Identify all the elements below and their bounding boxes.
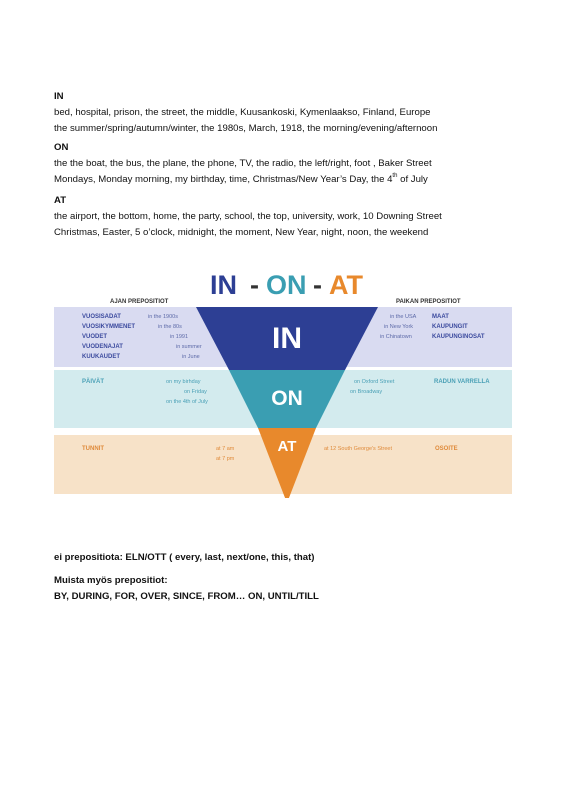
title-in: IN [210, 270, 237, 300]
on-line-2-text: Mondays, Monday morning, my birthday, time, Christmas/New Year’s Day, the 4 [54, 174, 393, 185]
title-dash-2: - [313, 270, 322, 300]
note-no-preposition: ei prepositiota: ELN/OTT ( every, last, next/one, this, that) [54, 552, 315, 563]
in-line-2: the summer/spring/autumn/winter, the 1980s, March, 1918, the morning/evening/afternoon [54, 123, 438, 134]
on-right-example: on Oxford Street [354, 379, 395, 385]
at-right-example: at 12 South George's Street [324, 446, 393, 452]
at-left-example: at 7 am [216, 446, 235, 452]
ordinal-suffix: th [392, 173, 398, 179]
on-left-example: on the 4th of July [166, 399, 208, 405]
title-at: AT [329, 270, 363, 300]
in-left-label: VUOSISADAT [82, 314, 121, 320]
at-left-label: TUNNIT [82, 446, 104, 452]
in-right-label: KAUPUNGINOSAT [432, 334, 485, 340]
in-left-example: in the 1900s [148, 314, 178, 320]
in-on-at-infographic [54, 266, 512, 498]
on-left-label: PÄIVÄT [82, 379, 105, 385]
triangle-label-at: AT [277, 438, 297, 455]
in-left-label: VUODET [82, 334, 108, 340]
note-preposition-list: BY, DURING, FOR, OVER, SINCE, FROM… ON, UNTIL/TILL [54, 591, 319, 602]
in-left-example: in summer [176, 344, 202, 350]
triangle-label-in: IN [272, 322, 302, 355]
in-left-label: VUODENAJAT [82, 344, 123, 350]
at-line-1: the airport, the bottom, home, the party, school, the top, university, work, 10 Downing Street [54, 211, 442, 222]
at-right-label: OSOITE [435, 446, 458, 452]
title-on: ON [266, 270, 307, 300]
on-right-label: RADUN VARRELLA [434, 379, 490, 385]
in-left-example: in the 80s [158, 324, 182, 330]
in-line-1: bed, hospital, prison, the street, the middle, Kuusankoski, Kymenlaakso, Finland, Europe [54, 107, 431, 118]
infographic-title [210, 270, 363, 300]
right-header: PAIKAN PREPOSITIOT [396, 299, 461, 305]
in-right-example: in Chinatown [380, 334, 412, 340]
heading-at: AT [54, 195, 67, 206]
in-left-label: VUOSIKYMMENET [82, 324, 136, 330]
left-header: AJAN PREPOSITIOT [110, 299, 169, 305]
note-remember-heading: Muista myös prepositiot: [54, 575, 168, 586]
on-left-example: on Friday [184, 389, 207, 395]
in-left-example: in 1991 [170, 334, 189, 340]
in-left-example: in June [182, 354, 200, 360]
in-right-label: KAUPUNGIT [432, 324, 468, 330]
on-line-1: the the boat, the bus, the plane, the phone, TV, the radio, the left/right, foot , Baker Street [54, 158, 432, 169]
in-right-label: MAAT [432, 314, 449, 320]
in-right-example: in New York [384, 324, 414, 330]
heading-in: IN [54, 91, 64, 102]
on-left-example: on my birhday [166, 379, 201, 385]
on-right-example: on Broadway [350, 389, 383, 395]
on-line-2 [54, 172, 428, 188]
at-left-example: at 7 pm [216, 456, 235, 462]
title-dash-1: - [250, 270, 259, 300]
triangle-label-on: ON [271, 387, 303, 410]
at-line-2: Christmas, Easter, 5 o’clock, midnight, the moment, New Year, night, noon, the weekend [54, 227, 429, 238]
heading-on: ON [54, 142, 69, 153]
on-line-2-tail: of July [397, 174, 428, 185]
in-left-label: KUUKAUDET [82, 354, 120, 360]
in-right-example: in the USA [390, 314, 417, 320]
